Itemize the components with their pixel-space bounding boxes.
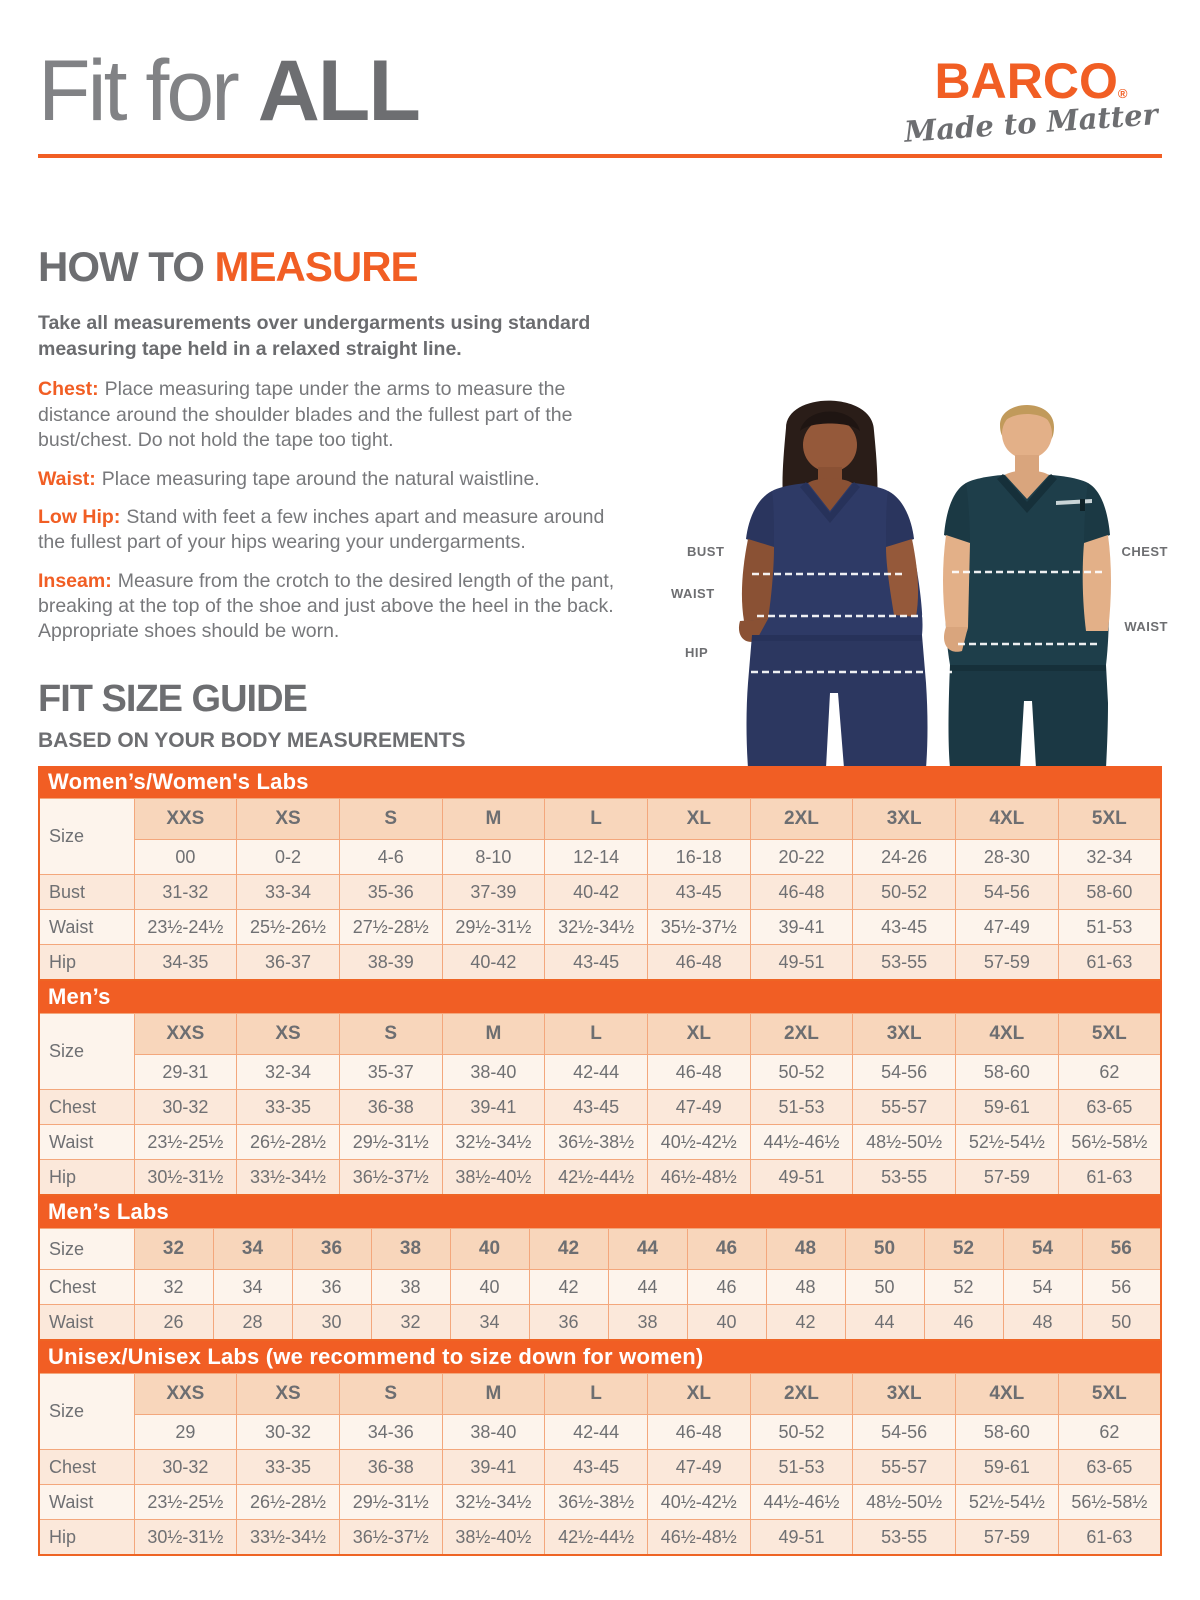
size-cell: 50-52 [750,1415,853,1450]
size-cell: 62 [1058,1055,1161,1090]
col-header: XS [237,1014,340,1055]
measure-item-inseam: Inseam: Measure from the crotch to the desired length of the pant, breaking at the top of the shoe and just above the heel in the back. Appropriate shoes should be worn. [38,569,615,643]
size-cell: 46-48 [647,945,750,981]
size-cell: 54-56 [853,1055,956,1090]
size-cell: 48 [766,1270,845,1305]
col-header: 46 [687,1229,766,1270]
size-cell: 47-49 [647,1450,750,1485]
table-banner: Men’s Labs [38,1196,1162,1228]
size-cell: 53-55 [853,1160,956,1196]
measure-intro: Take all measurements over undergarments using standard measuring tape held in a relaxed straight line. [38,312,591,360]
size-cell: 4-6 [339,840,442,875]
models-illustration [648,383,1170,768]
size-cell: 32-34 [1058,840,1161,875]
size-cell: 40-42 [442,945,545,981]
size-tables [38,766,1162,1556]
size-cell: 49-51 [750,945,853,981]
size-cell: 24-26 [853,840,956,875]
size-cell: 36½-37½ [339,1160,442,1196]
size-cell: 35½-37½ [647,910,750,945]
col-header: 3XL [853,1014,956,1055]
table-row [39,1305,1161,1341]
col-header: 38 [371,1229,450,1270]
fit-size-guide-heading: FIT SIZE GUIDE [38,678,307,720]
size-cell: 52½-54½ [956,1125,1059,1160]
col-header: XL [647,1374,750,1415]
size-cell: 33½-34½ [237,1520,340,1556]
bust-label: BUST [687,544,725,559]
size-cell: 56½-58½ [1058,1125,1161,1160]
size-cell: 36½-37½ [339,1520,442,1556]
size-table-1 [38,981,1162,1196]
size-cell: 33-35 [237,1090,340,1125]
table-row [39,1160,1161,1196]
size-cell: 32½-34½ [442,1125,545,1160]
size-cell: 48 [1003,1305,1082,1341]
row-label: Waist [39,1305,134,1341]
size-cell: 33½-34½ [237,1160,340,1196]
size-cell: 43-45 [545,945,648,981]
size-cell: 44½-46½ [750,1125,853,1160]
table-row [39,1090,1161,1125]
size-cell: 30½-31½ [134,1520,237,1556]
size-cell: 49-51 [750,1520,853,1556]
size-cell: 31-32 [134,875,237,910]
size-cell: 36½-38½ [545,1485,648,1520]
row-label: Bust [39,875,134,910]
size-cell: 54-56 [956,875,1059,910]
col-header: XXS [134,1014,237,1055]
size-cell: 39-41 [750,910,853,945]
size-cell: 38-40 [442,1055,545,1090]
row-label: Size [39,1014,134,1090]
size-cell: 46½-48½ [647,1160,750,1196]
size-cell: 29½-31½ [442,910,545,945]
row-label: Size [39,1229,134,1270]
measure-item-waist: Waist: Place measuring tape around the natural waistline. [38,467,540,490]
size-cell: 50-52 [853,875,956,910]
col-header: M [442,799,545,840]
size-cell: 59-61 [956,1090,1059,1125]
col-header: 3XL [853,1374,956,1415]
col-header: 2XL [750,1374,853,1415]
table-row [39,945,1161,981]
orange-divider [38,154,1162,158]
col-header: 34 [213,1229,292,1270]
col-header: 5XL [1058,1014,1161,1055]
table-banner: Unisex/Unisex Labs (we recommend to size down for women) [38,1341,1162,1373]
col-header: L [545,1014,648,1055]
size-cell: 50 [1082,1305,1161,1341]
row-label: Waist [39,910,134,945]
size-cell: 32 [134,1270,213,1305]
col-header: S [339,1014,442,1055]
size-cell: 56½-58½ [1058,1485,1161,1520]
size-cell: 23½-25½ [134,1125,237,1160]
size-cell: 34-36 [339,1415,442,1450]
size-cell: 39-41 [442,1090,545,1125]
page-title [38,42,419,141]
size-cell: 54 [1003,1270,1082,1305]
size-cell: 28 [213,1305,292,1341]
col-header: XXS [134,1374,237,1415]
size-cell: 63-65 [1058,1450,1161,1485]
col-header: 44 [608,1229,687,1270]
size-cell: 38-40 [442,1415,545,1450]
size-cell: 29-31 [134,1055,237,1090]
col-header: 4XL [956,799,1059,840]
size-cell: 32½-34½ [442,1485,545,1520]
size-cell: 32-34 [237,1055,340,1090]
row-label: Hip [39,945,134,981]
row-label: Hip [39,1160,134,1196]
size-cell: 42 [766,1305,845,1341]
col-header: XXS [134,799,237,840]
row-label: Size [39,799,134,875]
size-cell: 32 [371,1305,450,1341]
size-cell: 38 [608,1305,687,1341]
measure-item-lowhip: Low Hip: Stand with feet a few inches apart and measure around the fullest part of your hips wearing your undergarments. [38,505,605,554]
size-cell: 58-60 [956,1415,1059,1450]
size-cell: 43-45 [853,910,956,945]
size-cell: 42½-44½ [545,1520,648,1556]
size-cell: 50 [845,1270,924,1305]
row-label: Hip [39,1520,134,1556]
size-cell: 42-44 [545,1415,648,1450]
size-cell: 57-59 [956,945,1059,981]
size-cell: 23½-24½ [134,910,237,945]
how-to-measure-section [38,243,626,658]
col-header: 3XL [853,799,956,840]
size-cell: 33-34 [237,875,340,910]
col-header: XL [647,1014,750,1055]
col-header: 2XL [750,1014,853,1055]
size-cell: 0-2 [237,840,340,875]
page-title-regular: Fit for [38,43,258,139]
col-header: 40 [450,1229,529,1270]
table-row [39,1270,1161,1305]
size-cell: 34 [213,1270,292,1305]
size-cell: 30 [292,1305,371,1341]
size-cell: 30-32 [237,1415,340,1450]
col-header: 5XL [1058,799,1161,840]
how-to-measure-heading: HOW TO MEASURE [38,243,418,290]
size-cell: 36-38 [339,1090,442,1125]
size-cell: 46-48 [750,875,853,910]
size-cell: 37-39 [442,875,545,910]
table-banner: Women’s/Women's Labs [38,766,1162,798]
size-cell: 34 [450,1305,529,1341]
measure-item-chest: Chest: Place measuring tape under the arms to measure the distance around the shoulder blades and the fullest part of the bust/chest. Do not hold the tape too tight. [38,378,573,452]
col-header: XS [237,799,340,840]
size-cell: 46½-48½ [647,1520,750,1556]
size-cell: 34-35 [134,945,237,981]
table-row [39,875,1161,910]
table-row [39,1520,1161,1556]
size-cell: 43-45 [545,1090,648,1125]
col-header: 4XL [956,1014,1059,1055]
col-header: 36 [292,1229,371,1270]
logo-tagline: Made to Matter [903,97,1159,149]
size-cell: 29½-31½ [339,1485,442,1520]
size-cell: 48½-50½ [853,1485,956,1520]
size-cell: 59-61 [956,1450,1059,1485]
col-header: 48 [766,1229,845,1270]
size-cell: 55-57 [853,1450,956,1485]
size-cell: 38½-40½ [442,1520,545,1556]
size-cell: 44 [845,1305,924,1341]
size-cell: 27½-28½ [339,910,442,945]
size-cell: 25½-26½ [237,910,340,945]
size-cell: 32½-34½ [545,910,648,945]
col-header: XL [647,799,750,840]
size-cell: 33-35 [237,1450,340,1485]
size-cell: 46 [924,1305,1003,1341]
size-cell: 46-48 [647,1055,750,1090]
size-cell: 36-38 [339,1450,442,1485]
size-table-3 [38,1341,1162,1556]
size-cell: 53-55 [853,945,956,981]
size-cell: 57-59 [956,1520,1059,1556]
chest-label: CHEST [1121,544,1168,559]
col-header: S [339,1374,442,1415]
barco-logo [903,53,1159,149]
col-header: L [545,1374,648,1415]
man-figure [943,405,1111,768]
registered-mark-icon: ® [1117,86,1128,101]
size-cell: 51-53 [1058,910,1161,945]
size-cell: 30-32 [134,1090,237,1125]
size-cell: 36 [292,1270,371,1305]
size-cell: 40½-42½ [647,1125,750,1160]
size-cell: 38½-40½ [442,1160,545,1196]
col-header: S [339,799,442,840]
size-cell: 38-39 [339,945,442,981]
size-cell: 50-52 [750,1055,853,1090]
col-header: XS [237,1374,340,1415]
size-table [38,1373,1162,1556]
size-cell: 39-41 [442,1450,545,1485]
size-cell: 62 [1058,1415,1161,1450]
size-cell: 36½-38½ [545,1125,648,1160]
table-row [39,910,1161,945]
col-header: L [545,799,648,840]
row-label: Waist [39,1125,134,1160]
row-label: Chest [39,1270,134,1305]
col-header: M [442,1014,545,1055]
size-cell: 43-45 [545,1450,648,1485]
size-cell: 54-56 [853,1415,956,1450]
fit-size-guide-subheading: BASED ON YOUR BODY MEASUREMENTS [38,729,466,752]
size-cell: 23½-25½ [134,1485,237,1520]
size-cell: 61-63 [1058,1160,1161,1196]
fit-size-guide-section [38,678,465,753]
col-header: 32 [134,1229,213,1270]
size-cell: 49-51 [750,1160,853,1196]
size-cell: 28-30 [956,840,1059,875]
size-cell: 42 [529,1270,608,1305]
size-cell: 35-37 [339,1055,442,1090]
waist-left-label: WAIST [671,586,715,601]
size-cell: 57-59 [956,1160,1059,1196]
size-cell: 43-45 [647,875,750,910]
size-cell: 58-60 [1058,875,1161,910]
size-cell: 20-22 [750,840,853,875]
table-row [39,1450,1161,1485]
row-label: Waist [39,1485,134,1520]
waist-right-label: WAIST [1124,619,1168,634]
row-label: Chest [39,1090,134,1125]
size-cell: 00 [134,840,237,875]
col-header: M [442,1374,545,1415]
size-cell: 42½-44½ [545,1160,648,1196]
size-table [38,1013,1162,1196]
size-table-2 [38,1196,1162,1341]
size-cell: 42-44 [545,1055,648,1090]
size-cell: 47-49 [956,910,1059,945]
col-header: 52 [924,1229,1003,1270]
size-cell: 52½-54½ [956,1485,1059,1520]
hip-label: HIP [685,645,709,660]
size-cell: 56 [1082,1270,1161,1305]
size-cell: 26½-28½ [237,1125,340,1160]
size-cell: 40 [450,1270,529,1305]
col-header: 42 [529,1229,608,1270]
col-header: 5XL [1058,1374,1161,1415]
size-cell: 61-63 [1058,1520,1161,1556]
woman-figure [739,401,928,768]
size-cell: 46 [687,1270,766,1305]
row-label: Chest [39,1450,134,1485]
size-cell: 29 [134,1415,237,1450]
size-table [38,1228,1162,1341]
table-row [39,1125,1161,1160]
size-cell: 29½-31½ [339,1125,442,1160]
logo-wordmark: BARCO® [934,53,1128,109]
size-cell: 30½-31½ [134,1160,237,1196]
size-cell: 35-36 [339,875,442,910]
size-cell: 47-49 [647,1090,750,1125]
size-table [38,798,1162,981]
size-cell: 40-42 [545,875,648,910]
col-header: 54 [1003,1229,1082,1270]
size-cell: 44½-46½ [750,1485,853,1520]
size-cell: 53-55 [853,1520,956,1556]
size-cell: 26 [134,1305,213,1341]
size-cell: 38 [371,1270,450,1305]
size-cell: 51-53 [750,1090,853,1125]
row-label: Size [39,1374,134,1450]
size-cell: 63-65 [1058,1090,1161,1125]
size-cell: 16-18 [647,840,750,875]
col-header: 50 [845,1229,924,1270]
size-cell: 44 [608,1270,687,1305]
size-cell: 48½-50½ [853,1125,956,1160]
size-cell: 52 [924,1270,1003,1305]
size-cell: 26½-28½ [237,1485,340,1520]
size-cell: 30-32 [134,1450,237,1485]
col-header: 4XL [956,1374,1059,1415]
table-row [39,1485,1161,1520]
size-cell: 8-10 [442,840,545,875]
size-cell: 61-63 [1058,945,1161,981]
page-title-bold: ALL [257,43,419,139]
size-cell: 40½-42½ [647,1485,750,1520]
size-cell: 51-53 [750,1450,853,1485]
table-banner: Men’s [38,981,1162,1013]
size-table-0 [38,766,1162,981]
size-cell: 12-14 [545,840,648,875]
size-cell: 36 [529,1305,608,1341]
size-cell: 55-57 [853,1090,956,1125]
col-header: 56 [1082,1229,1161,1270]
col-header: 2XL [750,799,853,840]
size-cell: 46-48 [647,1415,750,1450]
size-cell: 40 [687,1305,766,1341]
size-cell: 58-60 [956,1055,1059,1090]
size-cell: 36-37 [237,945,340,981]
models-photo [648,383,1170,768]
